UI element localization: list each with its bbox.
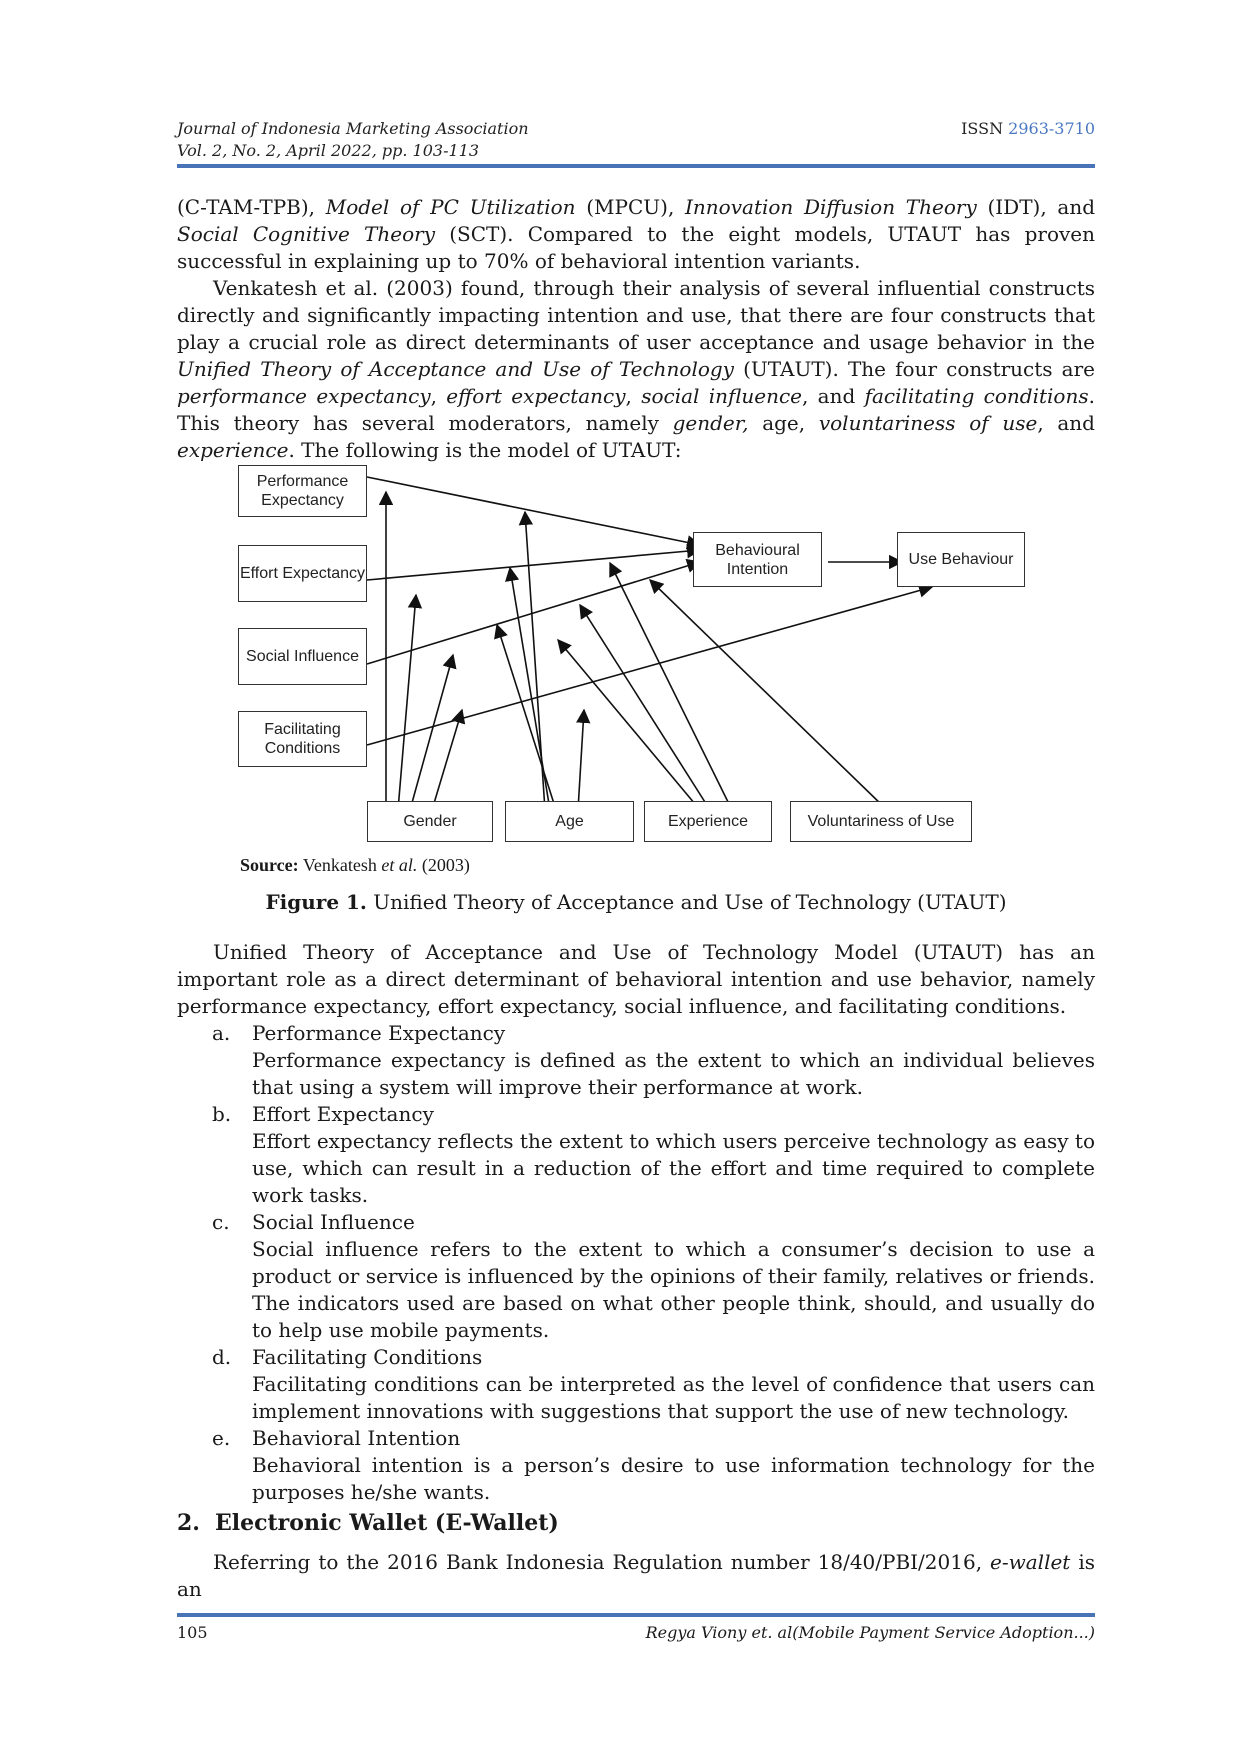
- list-item: a. Performance Expectancy Performance expectancy is defined as the extent to which an individual believes that using a system will improve their performance at work.: [212, 1021, 1095, 1099]
- arrow-fc-ub: [367, 587, 932, 745]
- use-behaviour-box: Use Behaviour: [897, 532, 1025, 587]
- arrow-ee-bi: [367, 550, 700, 580]
- list-item: b. Effort Expectancy Effort expectancy reflects the extent to which users perceive technology as easy to use, which can result in a reduction of the effort and time required to complete work tasks.: [212, 1102, 1095, 1207]
- figure-caption: Figure 1. Unified Theory of Acceptance and Use of Technology (UTAUT): [265, 890, 1007, 914]
- paragraph-4: Referring to the 2016 Bank Indonesia Regulation number 18/40/PBI/2016, e-wallet is an: [177, 1550, 1095, 1601]
- paragraph-3: Unified Theory of Acceptance and Use of Technology Model (UTAUT) has an important role as a direct determinant of behavioral intention and use behavior, namely performance expectancy, effort expectancy, social influence, and facilitating conditions.: [177, 940, 1095, 1018]
- paragraph-1: (C-TAM-TPB), Model of PC Utilization (MPCU), Innovation Diffusion Theory (IDT), and Social Cognitive Theory (SCT). Compared to the eight models, UTAUT has proven successful in explaining up to 70% of behavioral intention variants.: [177, 195, 1096, 273]
- figure-source: Source: Venkatesh et al. (2003): [240, 855, 470, 875]
- paragraph-2: Venkatesh et al. (2003) found, through their analysis of several influential constructs directly and significantly impacting intention and use, that there are four constructs that play a crucial role as direct determinants of user acceptance and usage behavior in the Unified Theory of Acceptance and Use of Technology (UTAUT). The four constructs are performance expectancy, effort expectancy, social influence, and facilitating conditions. This theory has several moderators, namely gender, age, voluntariness of use, and experience. The following is the model of UTAUT:: [177, 276, 1095, 462]
- journal-volume: Vol. 2, No. 2, April 2022, pp. 103-113: [177, 141, 480, 160]
- arrow-pe-bi: [367, 477, 700, 545]
- list-item: e. Behavioral Intention Behavioral intention is a person’s desire to use information technology for the purposes he/she wants.: [212, 1426, 1095, 1504]
- arrow-vol-si: [650, 580, 885, 808]
- paragraph-3-block: [177, 939, 1095, 1020]
- arrow-exp-si: [580, 605, 710, 810]
- list-item: d. Facilitating Conditions Facilitating conditions can be interpreted as the level of confidence that users can implement innovations with suggestions that support the use of new technology.: [212, 1345, 1095, 1423]
- experience-box: Experience: [644, 801, 772, 842]
- social-influence-box: Social Influence: [238, 628, 367, 685]
- construct-list: [212, 1020, 1095, 1506]
- running-footer: [177, 1623, 1095, 1642]
- list-item: c. Social Influence Social influence refers to the extent to which a consumer’s decision to use a product or service is influenced by the opinions of their family, relatives or friends. The indicators used are based on what other people think, should, and usually do to help use mobile payments.: [212, 1210, 1095, 1342]
- utaut-diagram: [0, 0, 1240, 860]
- voluntariness-box: Voluntariness of Use: [790, 801, 972, 842]
- footer-author: Regya Viony et. al(Mobile Payment Service Adoption...): [645, 1623, 1095, 1642]
- performance-expectancy-box: Performance Expectancy: [238, 465, 367, 517]
- paragraph-4-block: [177, 1549, 1095, 1603]
- footer-rule: [177, 1613, 1095, 1617]
- issn-label: ISSN: [961, 119, 1009, 138]
- facilitating-conditions-box: Facilitating Conditions: [238, 711, 367, 767]
- issn-number[interactable]: 2963-3710: [1008, 119, 1095, 138]
- gender-box: Gender: [367, 801, 493, 842]
- arrow-gender-ee: [398, 595, 416, 810]
- page-number: 105: [177, 1623, 208, 1642]
- effort-expectancy-box: Effort Expectancy: [238, 545, 367, 602]
- arrow-age-si: [497, 625, 556, 810]
- arrow-age-fc: [578, 710, 584, 810]
- journal-name: Journal of Indonesia Marketing Association: [177, 119, 529, 138]
- arrow-gender-si: [410, 655, 453, 810]
- behavioural-intention-box: Behavioural Intention: [693, 532, 822, 587]
- age-box: Age: [505, 801, 634, 842]
- section-heading: 2. Electronic Wallet (E-Wallet): [177, 1510, 559, 1536]
